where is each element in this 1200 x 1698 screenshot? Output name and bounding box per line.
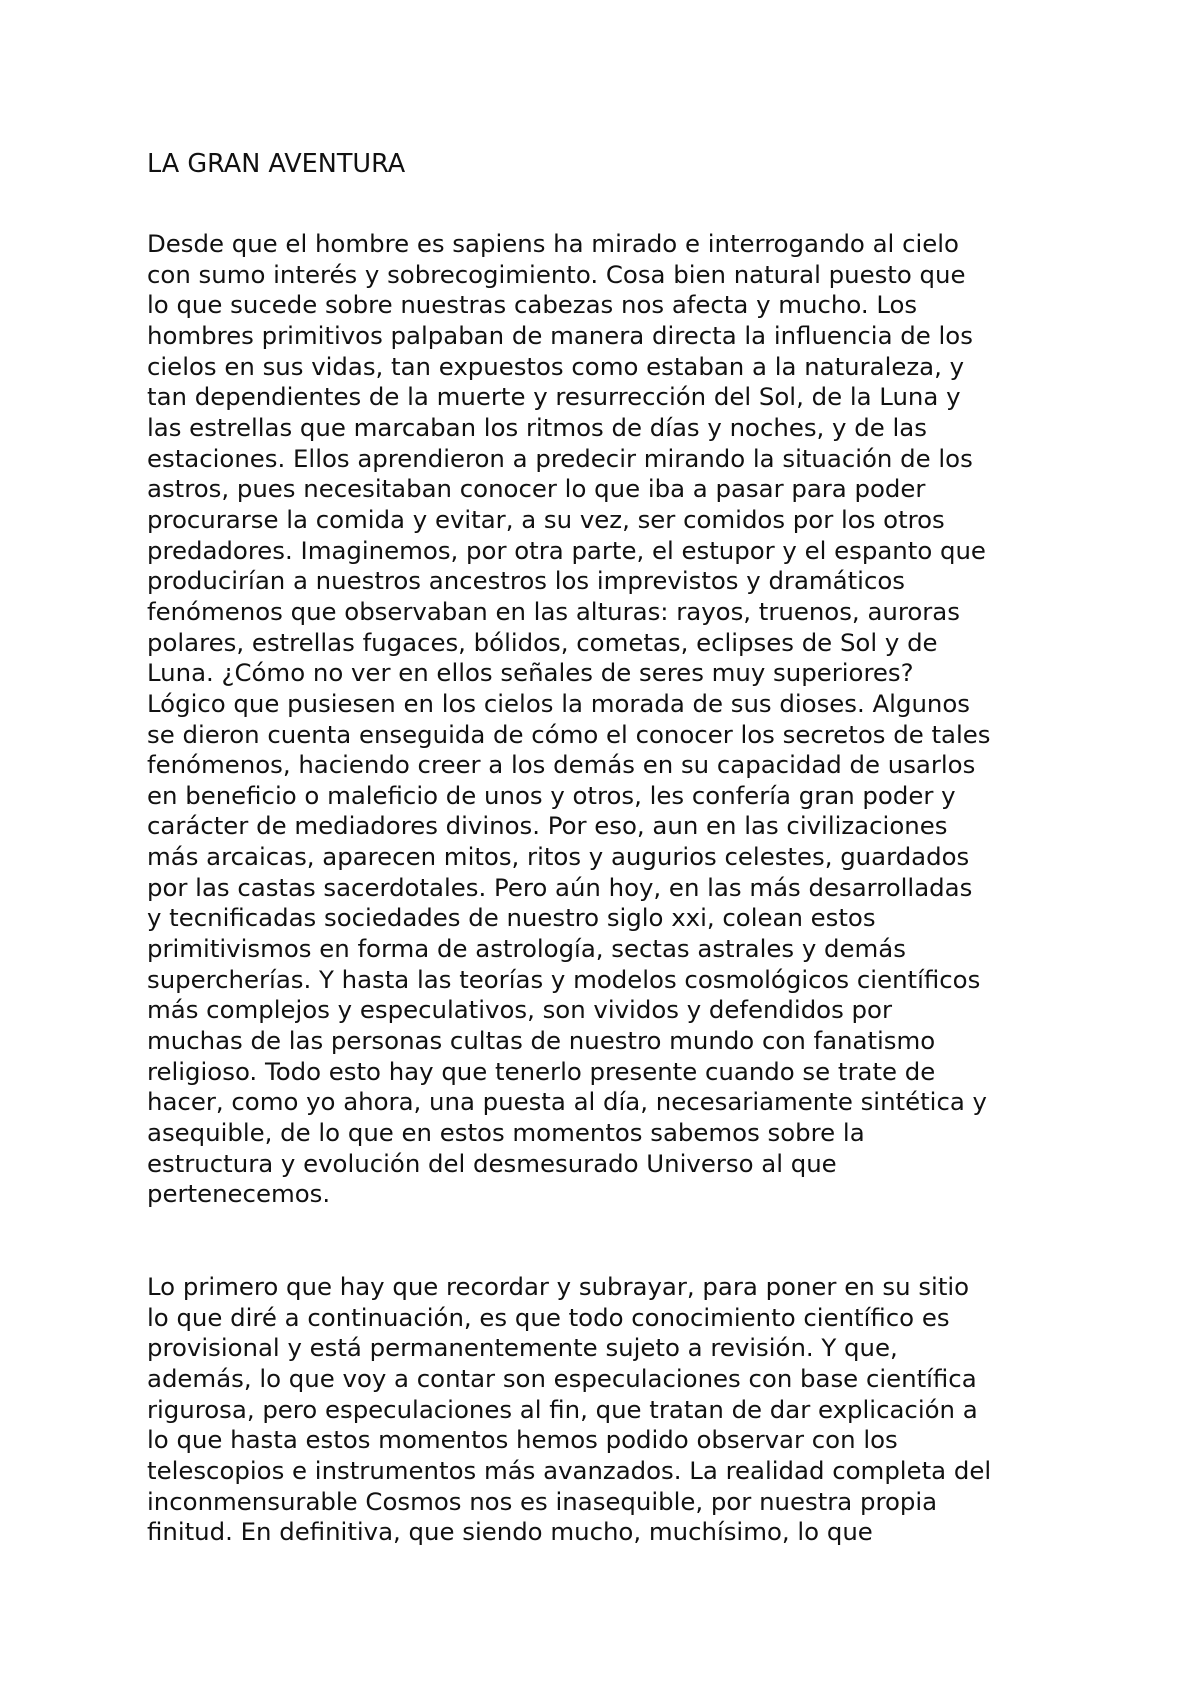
text-line: hombres primitivos palpaban de manera directa la influencia de los	[147, 320, 973, 350]
text-line: fenómenos que observaban en las alturas: rayos, truenos, auroras	[147, 596, 960, 626]
text-line: además, lo que voy a contar son especulaciones con base científica	[147, 1363, 977, 1393]
text-line: telescopios e instrumentos más avanzados. La realidad completa del	[147, 1455, 992, 1485]
text-line: polares, estrellas fugaces, bólidos, cometas, eclipses de Sol y de	[147, 627, 938, 657]
text-line: hacer, como yo ahora, una puesta al día, necesariamente sintética y	[147, 1087, 987, 1117]
document-title: LA GRAN AVENTURA	[147, 149, 406, 179]
text-line: primitivismos en forma de astrología, sectas astrales y demás	[147, 934, 906, 964]
text-line: fenómenos, haciendo creer a los demás en su capacidad de usarlos	[147, 750, 976, 780]
text-line: en beneficio o maleficio de unos y otros, les confería gran poder y	[147, 780, 956, 810]
text-line: rigurosa, pero especulaciones al fin, que tratan de dar explicación a	[147, 1394, 978, 1424]
text-line: finitud. En definitiva, que siendo mucho, muchísimo, lo que	[147, 1517, 873, 1547]
text-line: Lógico que pusiesen en los cielos la morada de sus dioses. Algunos	[147, 688, 970, 718]
text-line: y tecnificadas sociedades de nuestro siglo xxi, colean estos	[147, 903, 876, 933]
text-line: predadores. Imaginemos, por otra parte, el estupor y el espanto que	[147, 535, 986, 565]
text-line: inconmensurable Cosmos nos es inasequible, por nuestra propia	[147, 1486, 938, 1516]
text-line: más complejos y especulativos, son vividos y defendidos por	[147, 995, 892, 1025]
text-line: carácter de mediadores divinos. Por eso, aun en las civilizaciones	[147, 811, 948, 841]
text-line: Luna. ¿Cómo no ver en ellos señales de seres muy superiores?	[147, 658, 914, 688]
text-line: las estrellas que marcaban los ritmos de días y noches, y de las	[147, 412, 927, 442]
text-line: muchas de las personas cultas de nuestro mundo con fanatismo	[147, 1026, 936, 1056]
text-line: por las castas sacerdotales. Pero aún hoy, en las más desarrolladas	[147, 872, 973, 902]
text-line: más arcaicas, aparecen mitos, ritos y augurios celestes, guardados	[147, 842, 970, 872]
text-line: tan dependientes de la muerte y resurrección del Sol, de la Luna y	[147, 382, 961, 412]
text-line: astros, pues necesitaban conocer lo que iba a pasar para poder	[147, 474, 926, 504]
text-line: estructura y evolución del desmesurado Universo al que	[147, 1148, 837, 1178]
text-line: asequible, de lo que en estos momentos sabemos sobre la	[147, 1118, 865, 1148]
text-line: supercherías. Y hasta las teorías y modelos cosmológicos científicos	[147, 964, 981, 994]
text-line: religioso. Todo esto hay que tenerlo presente cuando se trate de	[147, 1056, 936, 1086]
text-line: producirían a nuestros ancestros los imprevistos y dramáticos	[147, 566, 905, 596]
text-line: se dieron cuenta enseguida de cómo el conocer los secretos de tales	[147, 719, 991, 749]
text-line: provisional y está permanentemente sujeto a revisión. Y que,	[147, 1333, 898, 1363]
text-line: cielos en sus vidas, tan expuestos como estaban a la naturaleza, y	[147, 351, 965, 381]
text-line: procurarse la comida y evitar, a su vez, ser comidos por los otros	[147, 504, 945, 534]
text-line: lo que diré a continuación, es que todo conocimiento científico es	[147, 1302, 950, 1332]
text-line: lo que sucede sobre nuestras cabezas nos afecta y mucho. Los	[147, 290, 918, 320]
paragraph-2	[147, 1272, 991, 1548]
text-line: Lo primero que hay que recordar y subrayar, para poner en su sitio	[147, 1272, 970, 1301]
text-line: estaciones. Ellos aprendieron a predecir mirando la situación de los	[147, 443, 973, 473]
text-line: pertenecemos.	[147, 1179, 331, 1209]
text-line: Desde que el hombre es sapiens ha mirado e interrogando al cielo	[147, 229, 959, 258]
text-line: lo que hasta estos momentos hemos podido observar con los	[147, 1425, 898, 1455]
text-line: con sumo interés y sobrecogimiento. Cosa bien natural puesto que	[147, 259, 966, 289]
paragraph-1	[147, 229, 990, 1210]
